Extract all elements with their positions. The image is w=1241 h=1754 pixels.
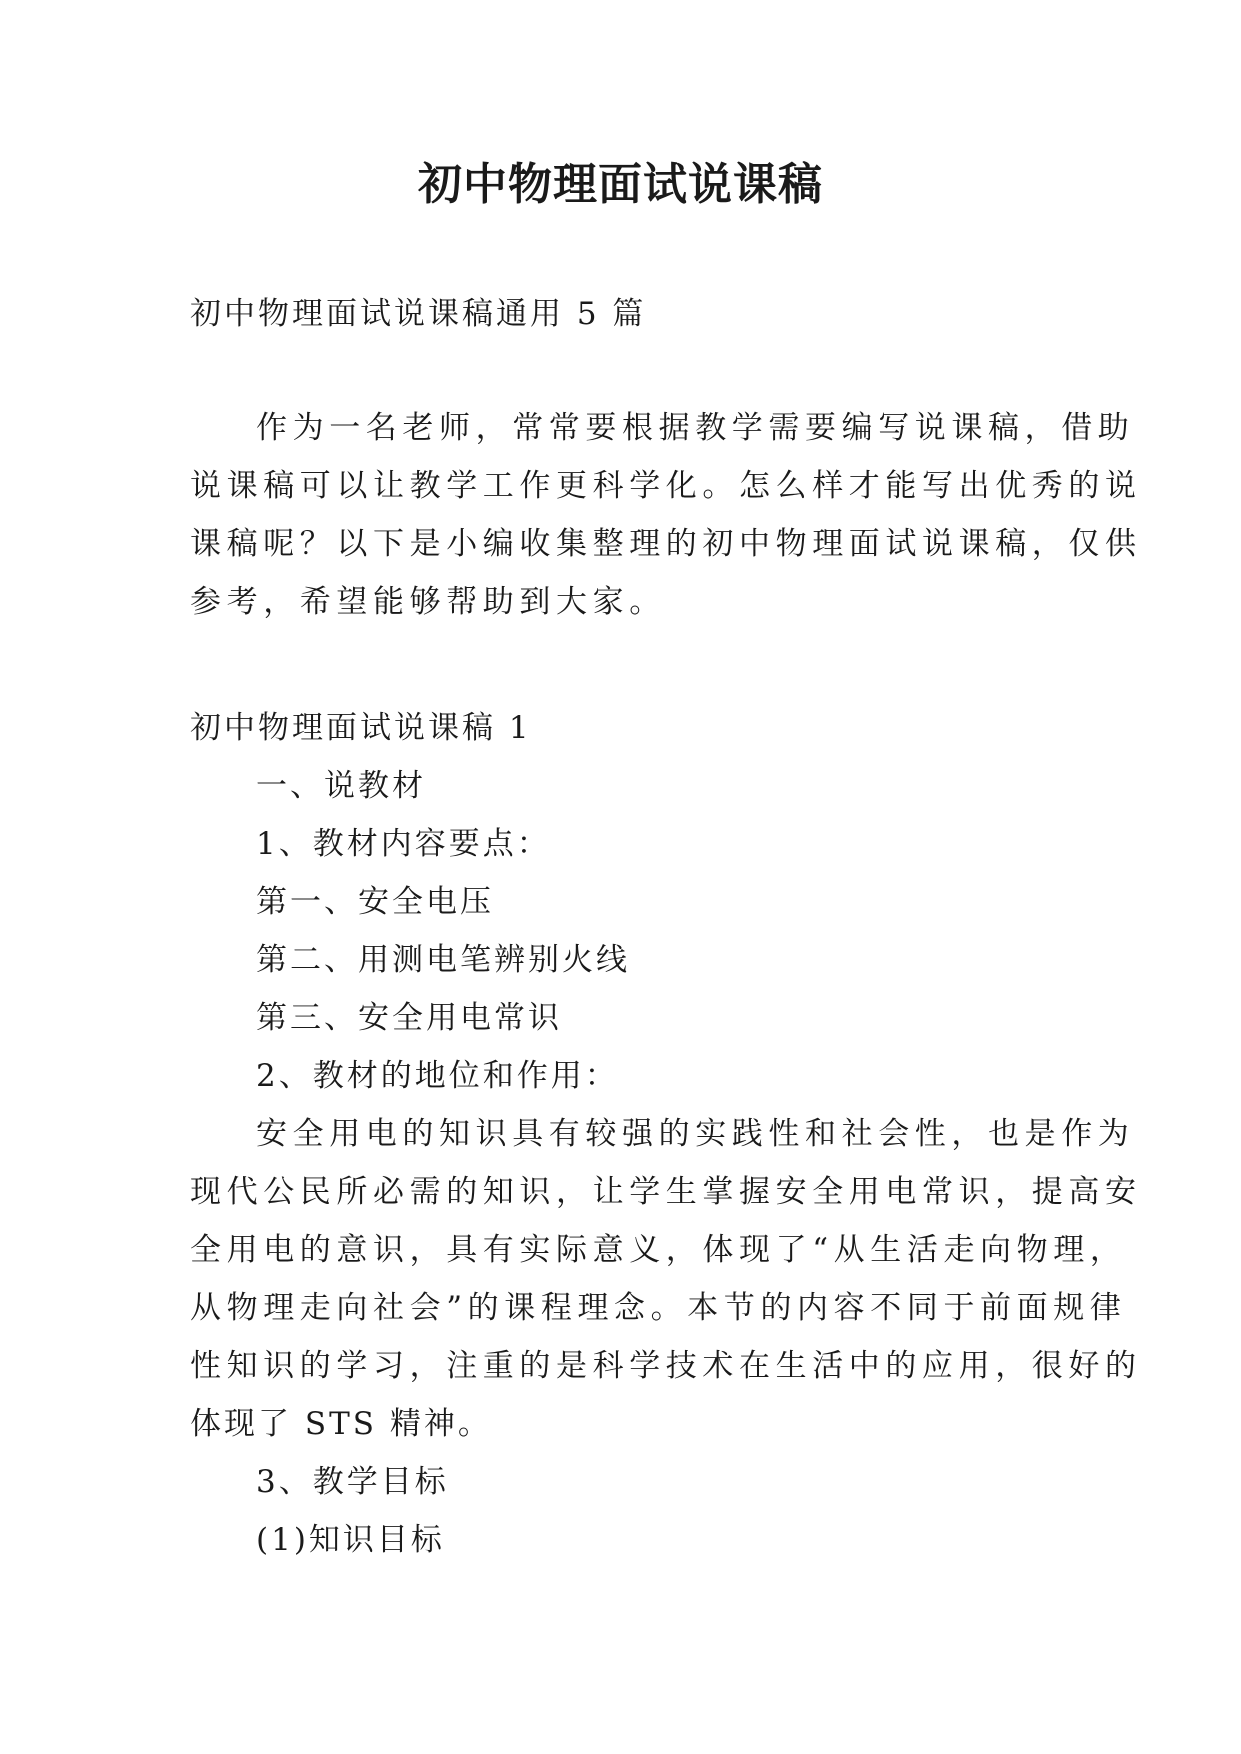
intro-paragraph-line: 作为一名老师，常常要根据教学需要编写说课稿，借助 bbox=[256, 410, 1135, 446]
body-paragraph-line: 安全用电的知识具有较强的实践性和社会性，也是作为 bbox=[256, 1116, 1135, 1152]
outline-item: 第二、用测电笔辨别火线 bbox=[256, 942, 630, 978]
outline-item: 1、教材内容要点： bbox=[256, 826, 551, 862]
body-paragraph-line: 性知识的学习，注重的是科学技术在生活中的应用，很好的 bbox=[190, 1348, 1142, 1384]
document-subtitle: 初中物理面试说课稿通用 5 篇 bbox=[190, 296, 647, 332]
body-paragraph-line: 现代公民所必需的知识，让学生掌握安全用电常识，提高安 bbox=[190, 1174, 1142, 1210]
body-paragraph-line: 从物理走向社会”的课程理念。本节的内容不同于前面规律 bbox=[190, 1290, 1127, 1326]
goals-subheading: (1)知识目标 bbox=[256, 1522, 445, 1558]
section-heading: 初中物理面试说课稿 1 bbox=[190, 710, 532, 746]
body-paragraph-line: 体现了 STS 精神。 bbox=[190, 1406, 492, 1442]
outline-item: 第一、安全电压 bbox=[256, 884, 494, 920]
intro-paragraph-line: 课稿呢？以下是小编收集整理的初中物理面试说课稿，仅供 bbox=[190, 526, 1142, 562]
intro-paragraph-line: 说课稿可以让教学工作更科学化。怎么样才能写出优秀的说 bbox=[190, 468, 1142, 504]
outline-item: 2、教材的地位和作用： bbox=[256, 1058, 619, 1094]
document-title: 初中物理面试说课稿 bbox=[418, 159, 823, 210]
outline-item: 第三、安全用电常识 bbox=[256, 1000, 562, 1036]
body-paragraph-line: 全用电的意识，具有实际意义，体现了“从生活走向物理， bbox=[190, 1232, 1127, 1268]
outline-item: 一、说教材 bbox=[256, 768, 426, 804]
goals-heading: 3、教学目标 bbox=[256, 1464, 449, 1500]
intro-paragraph-line: 参考，希望能够帮助到大家。 bbox=[190, 584, 666, 620]
